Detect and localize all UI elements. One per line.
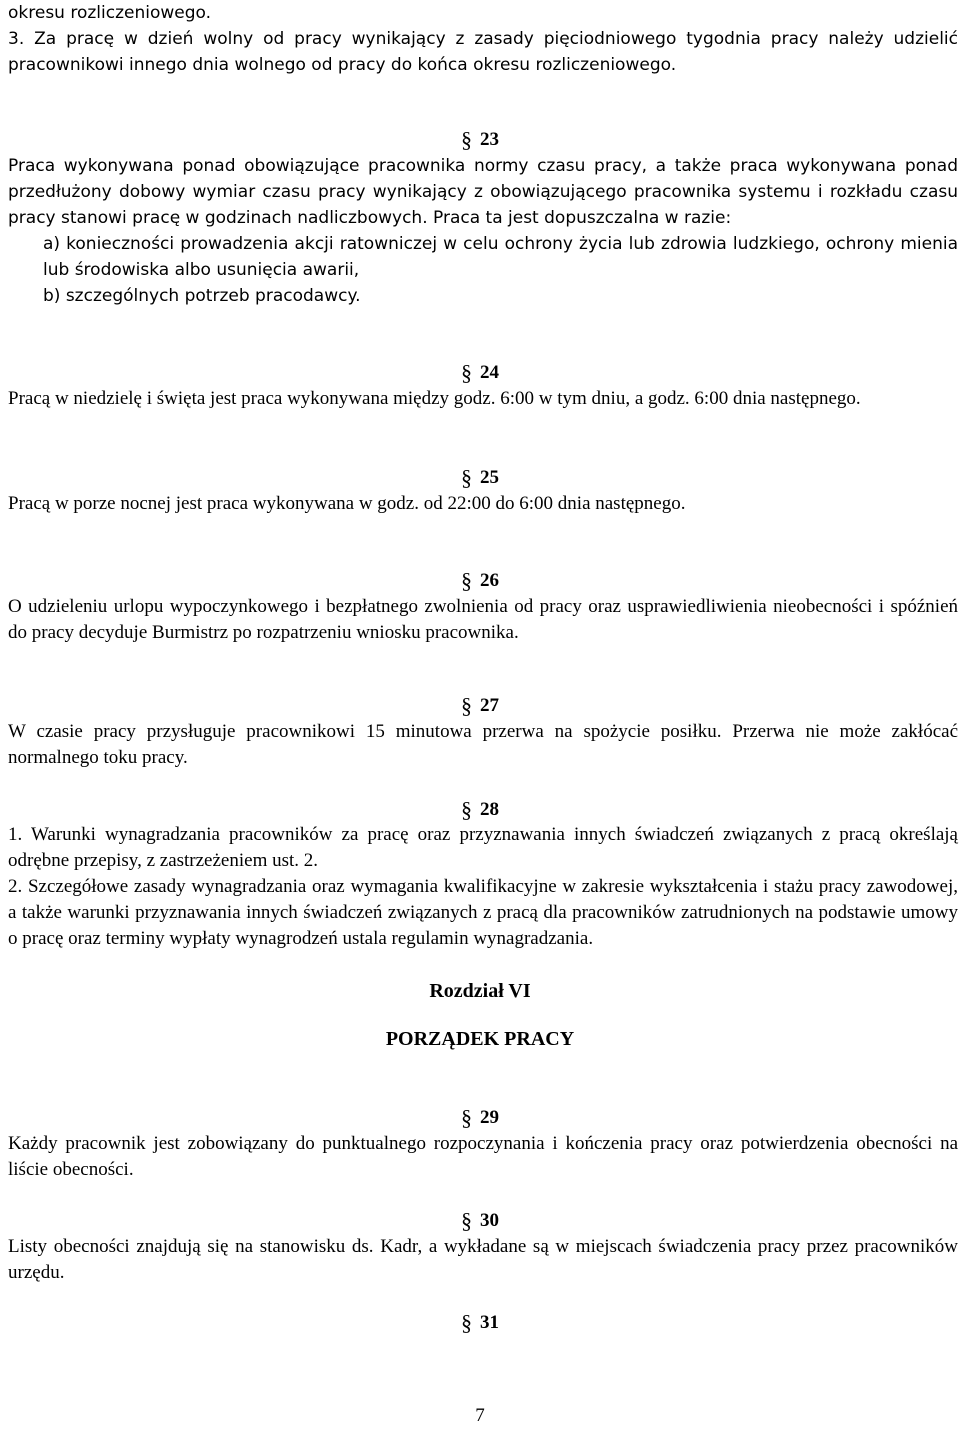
chapter-title: PORZĄDEK PRACY xyxy=(385,1028,575,1050)
section-heading-29 xyxy=(0,1105,960,1131)
section-28-item-2: 2. Szczegółowe zasady wynagradzania oraz wymagania kwalifikacyjne w zakresie wykształcenia i stażu pracy zawodowej, a także warunki przyznawania innych świadczeń związanych z pracą dla pracowników zatrudnionych na podstawie umowy o pracę oraz terminy wypłaty wynagrodzeń ustala regulamin wynagradzania. xyxy=(8,876,958,949)
section-symbol: § xyxy=(461,1310,472,1335)
section-heading-23 xyxy=(0,127,960,153)
section-30-text: Listy obecności znajdują się na stanowisku ds. Kadr, a wykładane są w miejscach świadczenia pracy przez pracowników urzędu. xyxy=(8,1236,958,1283)
section-symbol: § xyxy=(461,127,472,152)
section-29-text: Każdy pracownik jest zobowiązany do punktualnego rozpoczynania i kończenia pracy oraz potwierdzenia obecności na liście obecności. xyxy=(8,1133,958,1180)
section-number: 23 xyxy=(480,129,499,150)
section-23-body xyxy=(8,153,958,309)
section-number: 28 xyxy=(480,799,499,820)
section-number: 24 xyxy=(480,362,499,383)
section-25-text: Pracą w porze nocnej jest praca wykonywana w godz. od 22:00 do 6:00 dnia następnego. xyxy=(8,493,686,514)
section-symbol: § xyxy=(461,797,472,822)
section-symbol: § xyxy=(461,465,472,490)
section-number: 30 xyxy=(480,1210,499,1231)
section-symbol: § xyxy=(461,568,472,593)
section-heading-31 xyxy=(0,1310,960,1336)
section-heading-28 xyxy=(0,797,960,823)
section-heading-30 xyxy=(0,1208,960,1234)
section-23-text: Praca wykonywana ponad obowiązujące pracownika normy czasu pracy, a także praca wykonywana ponad przedłużony dobowy wymiar czasu pracy wynikający z obowiązującego pracownika systemu i rozkładu czasu pracy stanowi pracę w godzinach nadliczbowych. Praca ta jest dopuszczalna w razie: xyxy=(8,156,958,228)
section-24-text: Pracą w niedzielę i święta jest praca wykonywana między godz. 6:00 w tym dniu, a godz. 6:00 dnia następnego. xyxy=(8,388,861,409)
section-symbol: § xyxy=(461,1105,472,1130)
section-symbol: § xyxy=(461,1208,472,1233)
section-heading-24 xyxy=(0,360,960,386)
section-heading-25 xyxy=(0,465,960,491)
section-number: 27 xyxy=(480,695,499,716)
section-23-item-a: a) konieczności prowadzenia akcji ratowniczej w celu ochrony życia lub zdrowia ludzkiego, ochrony mienia lub środowiska albo usunięcia awarii, xyxy=(43,234,958,280)
section-26-text: O udzieleniu urlopu wypoczynkowego i bezpłatnego zwolnienia od pracy oraz usprawiedliwienia nieobecności i spóźnień do pracy decyduje Burmistrz po rozpatrzeniu wniosku pracownika. xyxy=(8,596,958,643)
paragraph-3: 3. Za pracę w dzień wolny od pracy wynikający z zasady pięciodniowego tygodnia pracy należy udzielić pracownikowi innego dnia wolnego od pracy do końca okresu rozliczeniowego. xyxy=(8,29,958,75)
section-number: 31 xyxy=(480,1312,499,1333)
section-number: 25 xyxy=(480,467,499,488)
section-number: 26 xyxy=(480,570,499,591)
section-heading-27 xyxy=(0,693,960,719)
section-28-body xyxy=(8,822,958,952)
page-number: 7 xyxy=(475,1405,485,1426)
section-23-item-b: b) szczególnych potrzeb pracodawcy. xyxy=(43,286,361,306)
section-symbol: § xyxy=(461,360,472,385)
section-heading-26 xyxy=(0,568,960,594)
section-27-text: W czasie pracy przysługuje pracownikowi 15 minutowa przerwa na spożycie posiłku. Przerwa nie może zakłócać normalnego toku pracy. xyxy=(8,721,958,768)
section-number: 29 xyxy=(480,1107,499,1128)
continuation-text: okresu rozliczeniowego. xyxy=(8,3,212,23)
section-symbol: § xyxy=(461,693,472,718)
section-28-item-1: 1. Warunki wynagradzania pracowników za pracę oraz przyznawania innych świadczeń związanych z pracą określają odrębne przepisy, z zastrzeżeniem ust. 2. xyxy=(8,824,958,871)
chapter-label: Rozdział VI xyxy=(429,980,531,1002)
